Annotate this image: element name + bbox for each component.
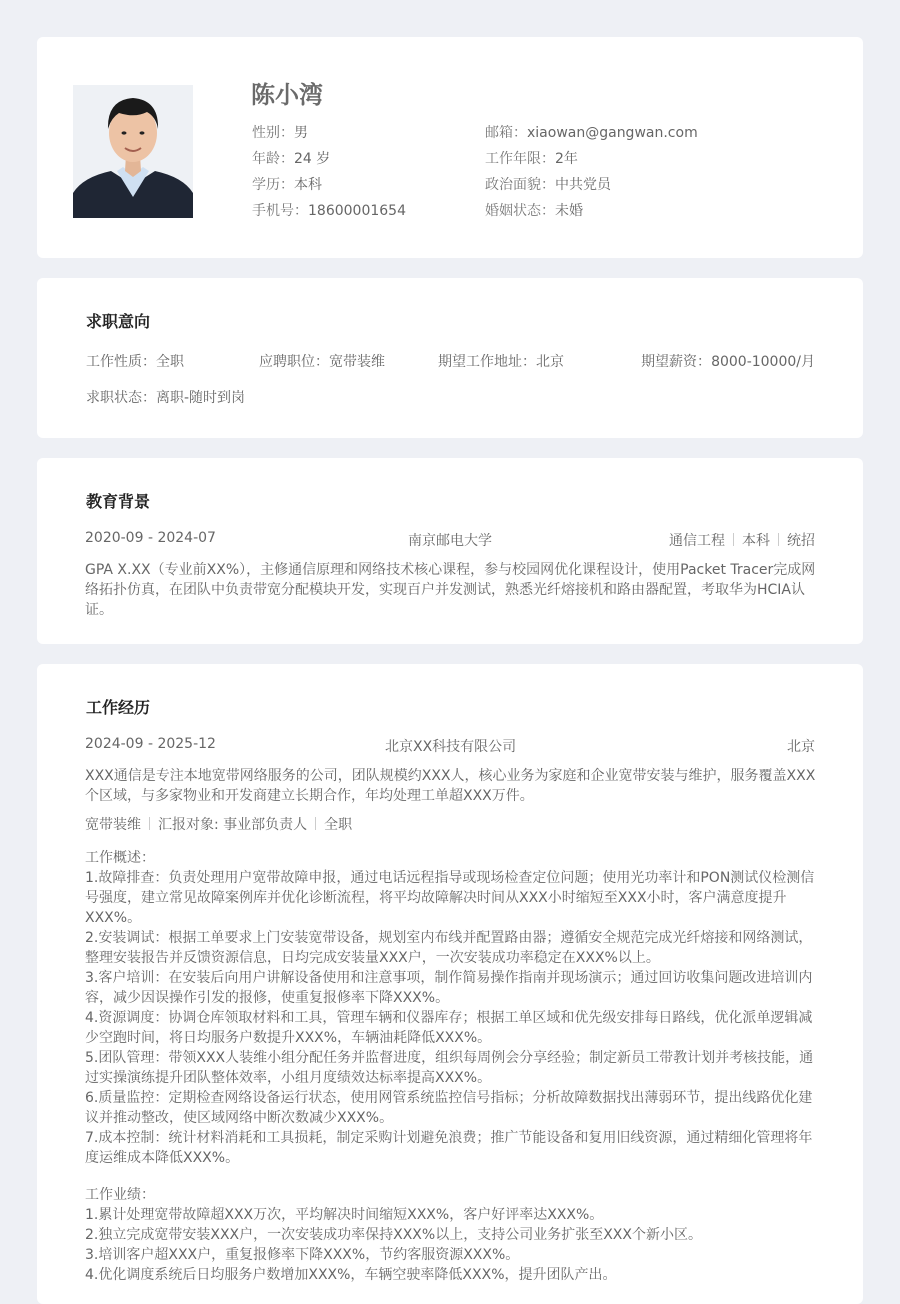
gender-row [252,122,308,142]
gender-label: 性别： [252,125,294,141]
marital-label: 婚姻状态： [485,203,555,219]
expected-location [438,351,564,371]
email-value: xiaowan@gangwan.com [527,125,698,141]
marital-row [485,200,583,220]
overview-item: 6.质量监控：定期检查网络设备运行状态，使用网管系统监控信号指标；分析故障数据找出薄弱环节，提出线路优化建议并推动整改，使区域网络中断次数减少XXX%。 [85,1090,813,1126]
report-to-tag: 汇报对象: 事业部负责人 [158,817,308,833]
work-achievements [85,1185,817,1285]
achievement-item: 2.独立完成宽带安装XXX户，一次安装成功率保持XXX%以上，支持公司业务扩张至XXX个新小区。 [85,1227,702,1243]
profile-card [37,37,863,258]
years-row [485,148,578,168]
major-tag: 通信工程 [669,533,725,549]
overview-item: 4.资源调度：协调仓库领取材料和工具，管理车辆和仪器库存；根据工单区域和优先级安排每日路线，优化派单逻辑减少空跑时间，将日均服务户数提升XXX%，车辆油耗降低XXX%。 [85,1010,813,1046]
status-label: 求职状态： [86,390,156,406]
education-description: GPA X.XX（专业前XX%），主修通信原理和网络技术核心课程，参与校园网优化课程设计，使用Packet Tracer完成网络拓扑仿真，在团队中负责带宽分配模块开发，实现百户并发测试，熟悉光纤熔接机和路由器配置，考取华为HCIA认证。 [85,562,816,618]
phone-label: 手机号： [252,203,308,219]
degree-tag: 本科 [742,533,770,549]
expected-salary [641,351,815,371]
overview-item: 1.故障排查：负责处理用户宽带故障申报，通过电话远程指导或现场检查定位问题；使用光功率计和PON测试仪检测信号强度，建立常见故障案例库并优化诊断流程，将平均故障解决时间从XXX小时缩短至XXX小时，客户满意度提升XXX%。 [85,870,815,926]
age-label: 年龄： [252,151,294,167]
overview-item: 3.客户培训：在安装后向用户讲解设备使用和注意事项，制作简易操作指南并现场演示；通过回访收集问题改进培训内容，减少因误操作引发的报修，使重复报修率下降XXX%。 [85,970,813,1006]
candidate-name: 陈小湾 [251,81,323,109]
phone-value: 18600001654 [308,203,406,219]
work-period: 2024-09 - 2025-12 [85,736,216,752]
tag-divider [778,533,779,546]
work-type [86,351,184,371]
position-label: 应聘职位： [259,354,329,370]
achievement-item: 1.累计处理宽带故障超XXX万次，平均解决时间缩短XXX%，客户好评率达XXX%。 [85,1207,604,1223]
section-title-intent: 求职意向 [86,312,151,331]
tag-divider [149,817,150,830]
overview-title: 工作概述： [85,850,155,866]
age-row [252,148,330,168]
location-value: 北京 [536,354,564,370]
employment-type-tag: 全职 [324,817,353,833]
target-position [259,351,385,371]
education-period: 2020-09 - 2024-07 [85,530,216,546]
email-label: 邮箱： [485,125,527,141]
company-description: XXX通信是专注本地宽带网络服务的公司，团队规模约XXX人，核心业务为家庭和企业宽带安装与维护，服务覆盖XXX个区域，与多家物业和开发商建立长期合作，年均处理工单超XXX万件。 [85,768,816,804]
work-experience-card [37,664,863,1304]
position-value: 宽带装维 [329,354,385,370]
work-type-value: 全职 [156,354,184,370]
overview-item: 5.团队管理：带领XXX人装维小组分配任务并监督进度，组织每周例会分享经验；制定新员工带教计划并考核技能，通过实操演练提升团队整体效率，小组月度绩效达标率提高XXX%。 [85,1050,814,1086]
email-row [485,122,698,142]
education-row [252,174,322,194]
achievement-item: 3.培训客户超XXX户，重复报修率下降XXX%，节约客服资源XXX%。 [85,1247,520,1263]
company-name: 北京XX科技有限公司 [385,739,517,755]
overview-item: 2.安装调试：根据工单要求上门安装宽带设备，规划室内布线并配置路由器；遵循安全规范完成光纤熔接和网络测试，整理安装报告并反馈资源信息，日均完成安装量XXX户，一次安装成功率稳定在XXX%以上。 [85,930,813,966]
achievement-title: 工作业绩： [85,1187,155,1203]
section-title-work: 工作经历 [86,698,151,717]
section-title-education: 教育背景 [86,492,151,511]
salary-value: 8000-10000/月 [711,354,815,370]
overview-item: 7.成本控制：统计材料消耗和工具损耗，制定采购计划避免浪费；推广节能设备和复用旧线资源，通过精细化管理将年度运维成本降低XXX%。 [85,1130,813,1166]
tag-divider [315,817,316,830]
enrollment-tag: 统招 [787,533,815,549]
work-city: 北京 [787,739,815,755]
political-row [485,174,611,194]
work-overview [85,848,817,1168]
education-tags [669,530,815,550]
work-tags [85,814,352,834]
phone-row [252,200,406,220]
school-name: 南京邮电大学 [408,533,492,549]
political-label: 政治面貌： [485,177,555,193]
avatar [73,85,193,218]
tag-divider [733,533,734,546]
achievement-item: 4.优化调度系统后日均服务户数增加XXX%，车辆空驶率降低XXX%，提升团队产出。 [85,1267,617,1283]
age-value: 24 岁 [294,151,331,167]
avatar-portrait [73,85,193,218]
years-value: 2年 [555,151,578,167]
status-value: 离职-随时到岗 [156,390,246,406]
job-status [86,387,245,407]
education-label: 学历： [252,177,294,193]
education-card [37,458,863,644]
role-tag: 宽带装维 [85,817,141,833]
salary-label: 期望薪资： [641,354,712,370]
political-value: 中共党员 [555,177,611,193]
education-value: 本科 [294,177,322,193]
years-label: 工作年限： [485,151,555,167]
work-type-label: 工作性质： [86,354,156,370]
gender-value: 男 [294,125,308,141]
job-intent-card [37,278,863,438]
location-label: 期望工作地址： [438,354,536,370]
marital-value: 未婚 [555,203,583,219]
